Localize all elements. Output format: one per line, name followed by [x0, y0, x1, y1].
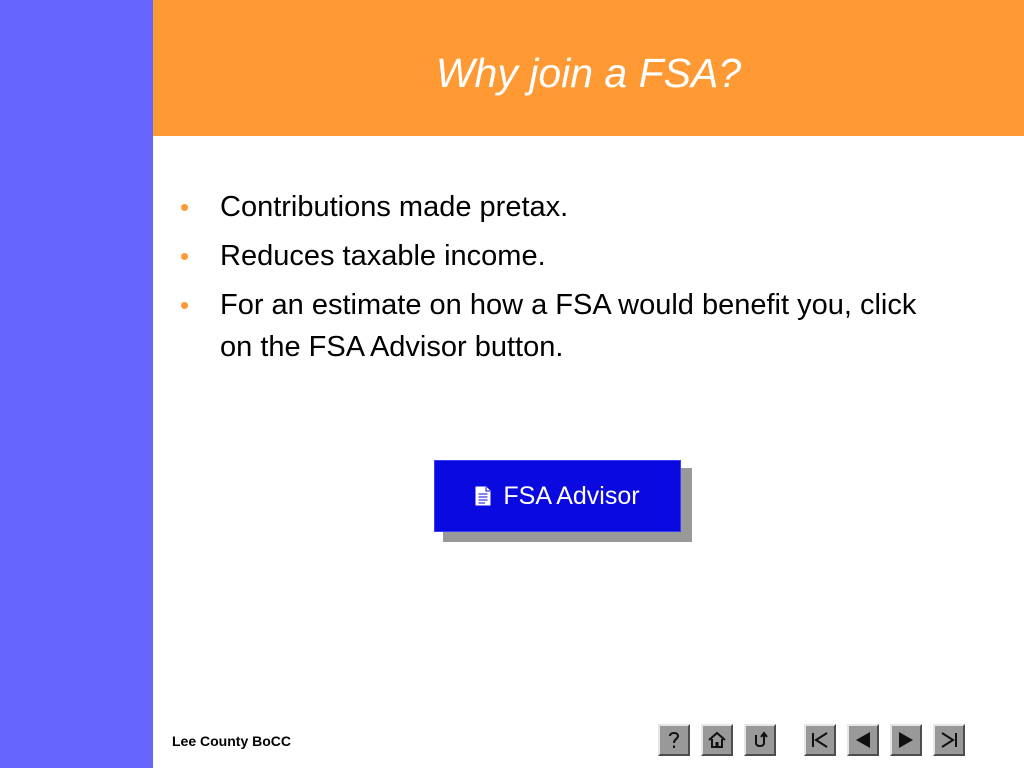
- question-icon: [663, 729, 685, 751]
- help-button[interactable]: [658, 724, 690, 756]
- home-icon: [706, 729, 728, 751]
- bullet-text: Contributions made pretax.: [220, 191, 569, 223]
- next-icon: [895, 729, 917, 751]
- last-icon: [938, 729, 960, 751]
- first-slide-button[interactable]: [804, 724, 836, 756]
- slide-title: Why join a FSA?: [435, 50, 742, 96]
- last-slide-button[interactable]: [933, 724, 965, 756]
- first-icon: [809, 729, 831, 751]
- bullet-dot: •: [180, 290, 190, 320]
- left-decorative-band: [0, 0, 153, 768]
- return-button[interactable]: [744, 724, 776, 756]
- previous-slide-button[interactable]: [847, 724, 879, 756]
- next-slide-button[interactable]: [890, 724, 922, 756]
- previous-icon: [852, 729, 874, 751]
- bullet-dot: •: [180, 192, 190, 222]
- footer-org: Lee County BoCC: [172, 733, 291, 749]
- document-icon: [475, 486, 491, 506]
- fsa-advisor-button[interactable]: [434, 460, 681, 532]
- fsa-advisor-label: FSA Advisor: [503, 481, 640, 510]
- bullet-text: Reduces taxable income.: [220, 240, 546, 272]
- bullet-text: For an estimate on how a FSA would benefit you, click on the FSA Advisor button.: [220, 289, 917, 363]
- return-icon: [749, 729, 771, 751]
- bullet-item: [180, 284, 940, 368]
- bullet-list: [180, 186, 940, 375]
- bullet-item: [180, 186, 940, 228]
- bullet-item: [180, 235, 940, 277]
- bullet-dot: •: [180, 241, 190, 271]
- home-button[interactable]: [701, 724, 733, 756]
